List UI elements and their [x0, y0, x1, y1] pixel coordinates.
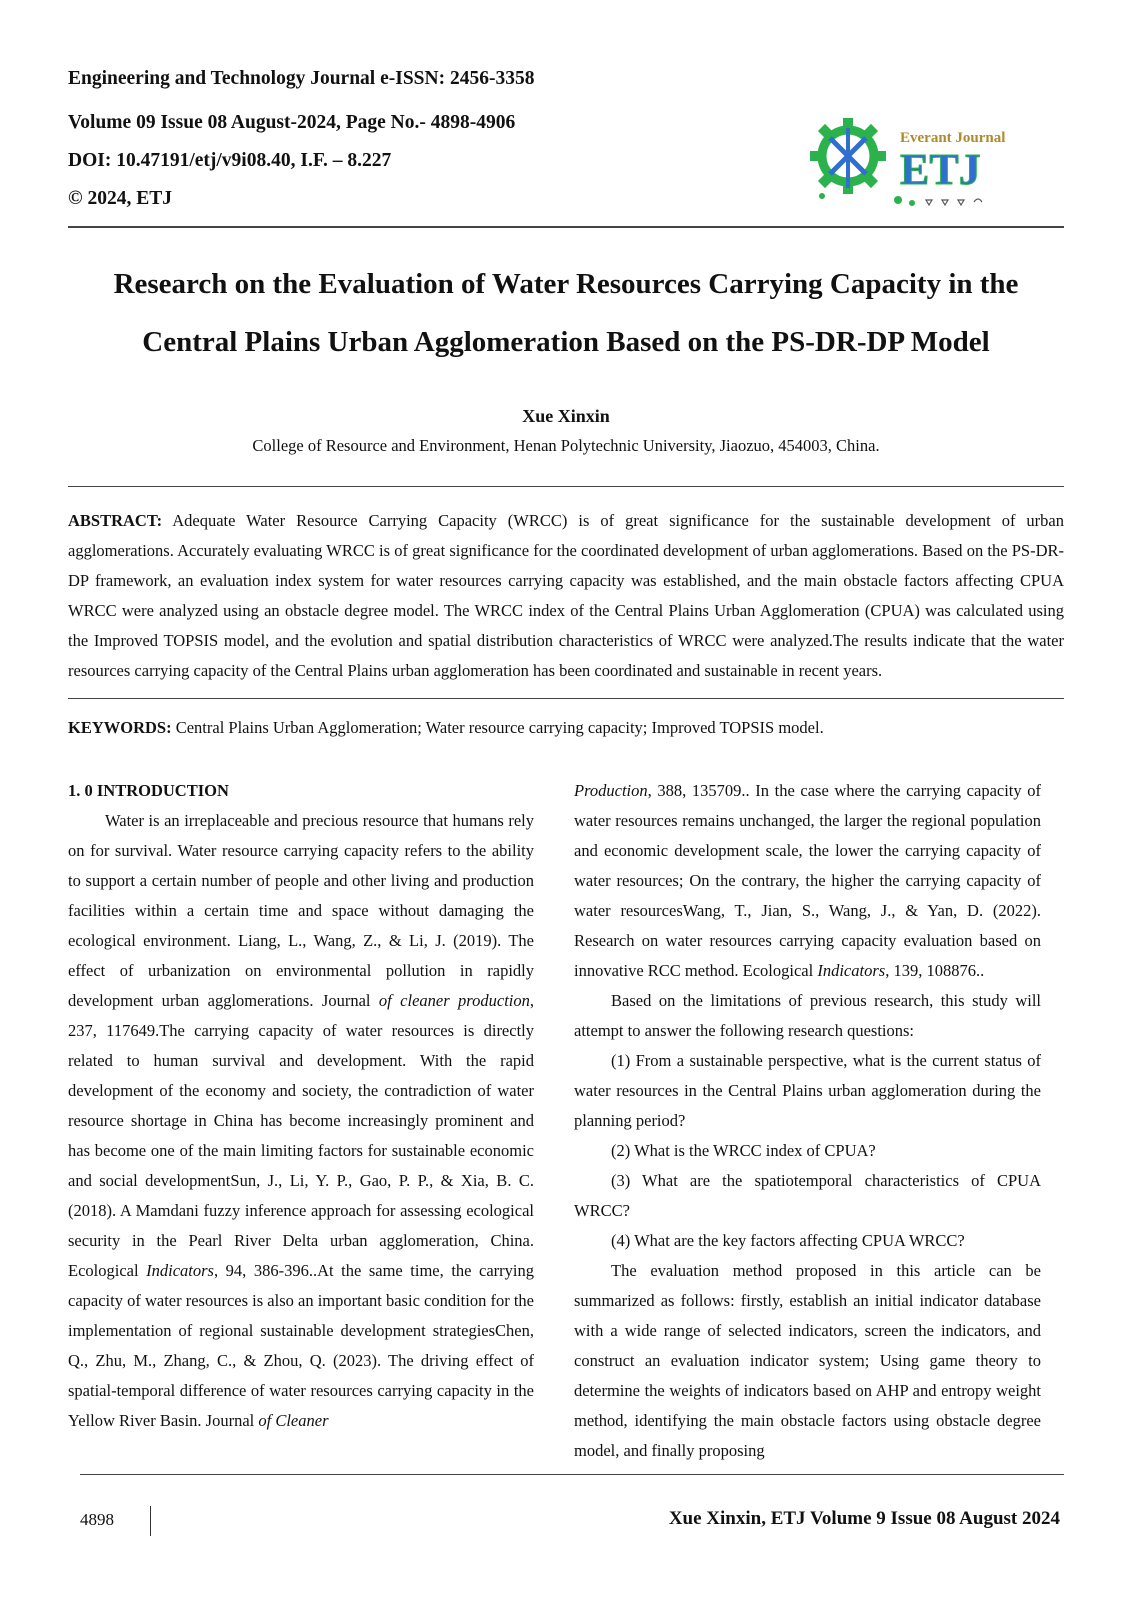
- abstract-label: ABSTRACT:: [68, 511, 163, 530]
- keywords-label: KEYWORDS:: [68, 718, 172, 737]
- intro-paragraph-3: The evaluation method proposed in this article can be summarized as follows: firstly, establish an initial indicator database with a wide range of selected indicators, screen the indicators, and construct an evaluation indicator system; Using game theory to determine the weights of indicators based on AHP and entropy weight method, identifying the main obstacle factors using obstacle degree model, and finally proposing: [574, 1261, 1041, 1460]
- svg-text:ETJ: ETJ: [900, 145, 981, 194]
- abstract-top-rule: [68, 486, 1064, 487]
- section-heading: 1. 0 INTRODUCTION: [68, 781, 229, 800]
- footer-rule: [80, 1474, 1064, 1475]
- affiliation: College of Resource and Environment, Henan Polytechnic University, Jiaozuo, 454003, China.: [252, 436, 880, 455]
- abstract: [68, 506, 1064, 686]
- research-question-1: (1) From a sustainable perspective, what is the current status of water resources in the Central Plains urban agglomeration during the planning period?: [574, 1051, 1041, 1130]
- paper-title-line-2: Central Plains Urban Agglomeration Based on the PS-DR-DP Model: [142, 326, 990, 358]
- research-question-3: (3) What are the spatiotemporal characteristics of CPUA WRCC?: [574, 1171, 1041, 1220]
- svg-text:Everant Journal: Everant Journal: [900, 130, 1006, 146]
- research-question-2: (2) What is the WRCC index of CPUA?: [611, 1141, 876, 1160]
- journal-name: Engineering and Technology Journal e-ISSN: 2456-3358: [68, 68, 535, 89]
- header-rule: [68, 226, 1064, 228]
- keywords: [68, 718, 1064, 738]
- doi-info: DOI: 10.47191/etj/v9i08.40, I.F. – 8.227: [68, 150, 392, 171]
- footer-divider: [150, 1506, 151, 1536]
- right-column: [574, 776, 1041, 1466]
- intro-paragraph-2: Based on the limitations of previous research, this study will attempt to answer the following research questions:: [574, 991, 1041, 1040]
- volume-info: Volume 09 Issue 08 August-2024, Page No.- 4898-4906: [68, 112, 516, 133]
- footer-citation: Xue Xinxin, ETJ Volume 9 Issue 08 August 2024: [668, 1508, 1060, 1529]
- left-column: [68, 776, 534, 1436]
- intro-paragraph-1: Water is an irreplaceable and precious resource that humans rely on for survival. Water resource carrying capacity refers to the ability to support a certain number of people and other living and production facilities within a certain time and space without damaging the ecological environment. Liang, L., Wang, Z., & Li, J. (2019). The effect of urbanization on environmental pollution in rapidly development urban agglomerations. Journal of cleaner production, 237, 117649.The carrying capacity of water resources is directly related to human survival and development. With the rapid development of the economy and society, the contradiction of water resource shortage in China has become increasingly prominent and has become one of the main limiting factors for sustainable economic and social developmentSun, J., Li, Y. P., Gao, P. P., & Xia, B. C. (2018). A Mamdani fuzzy inference approach for assessing ecological security in the Pearl River Delta urban agglomeration, China. Ecological Indicators, 94, 386-396..At the same time, the carrying capacity of water resources is also an important basic condition for the implementation of regional sustainable development strategiesChen, Q., Zhu, M., Zhang, C., & Zhou, Q. (2023). The driving effect of spatial-temporal difference of water resources carrying capacity in the Yellow River Basin. Journal of Cleaner: [68, 811, 534, 1430]
- gear-icon: [810, 118, 886, 194]
- abstract-text: Adequate Water Resource Carrying Capacity (WRCC) is of great significance for the sustainable development of urban agglomerations. Accurately evaluating WRCC is of great significance for the coordinated development of urban agglomerations. Based on the PS-DR-DP framework, an evaluation index system for water resources carrying capacity was established, and the main obstacle factors affecting CPUA WRCC were analyzed using an obstacle degree model. The WRCC index of the Central Plains Urban Agglomeration (CPUA) was calculated using the Improved TOPSIS model, and the evolution and spatial distribution characteristics of WRCC were analyzed.The results indicate that the water resources carrying capacity of the Central Plains urban agglomeration has been coordinated and sustainable in recent years.: [68, 511, 1065, 680]
- paper-title-line-1: Research on the Evaluation of Water Resources Carrying Capacity in the: [113, 268, 1019, 300]
- intro-paragraph-1-cont: Production, 388, 135709.. In the case where the carrying capacity of water resources remains unchanged, the larger the regional population and economic development scale, the lower the carrying capacity of water resources; On the contrary, the higher the carrying capacity of water resourcesWang, T., Jian, S., Wang, J., & Yan, D. (2022). Research on water resources carrying capacity evaluation based on innovative RCC method. Ecological Indicators, 139, 108876..: [574, 781, 1041, 980]
- page-number: 4898: [80, 1510, 114, 1529]
- abstract-bottom-rule: [68, 698, 1064, 699]
- research-question-4: (4) What are the key factors affecting CPUA WRCC?: [611, 1231, 965, 1250]
- copyright: © 2024, ETJ: [68, 188, 172, 209]
- author: Xue Xinxin: [522, 406, 610, 426]
- etj-logo: [808, 108, 1016, 214]
- keywords-text: Central Plains Urban Agglomeration; Water resource carrying capacity; Improved TOPSIS model.: [175, 718, 824, 737]
